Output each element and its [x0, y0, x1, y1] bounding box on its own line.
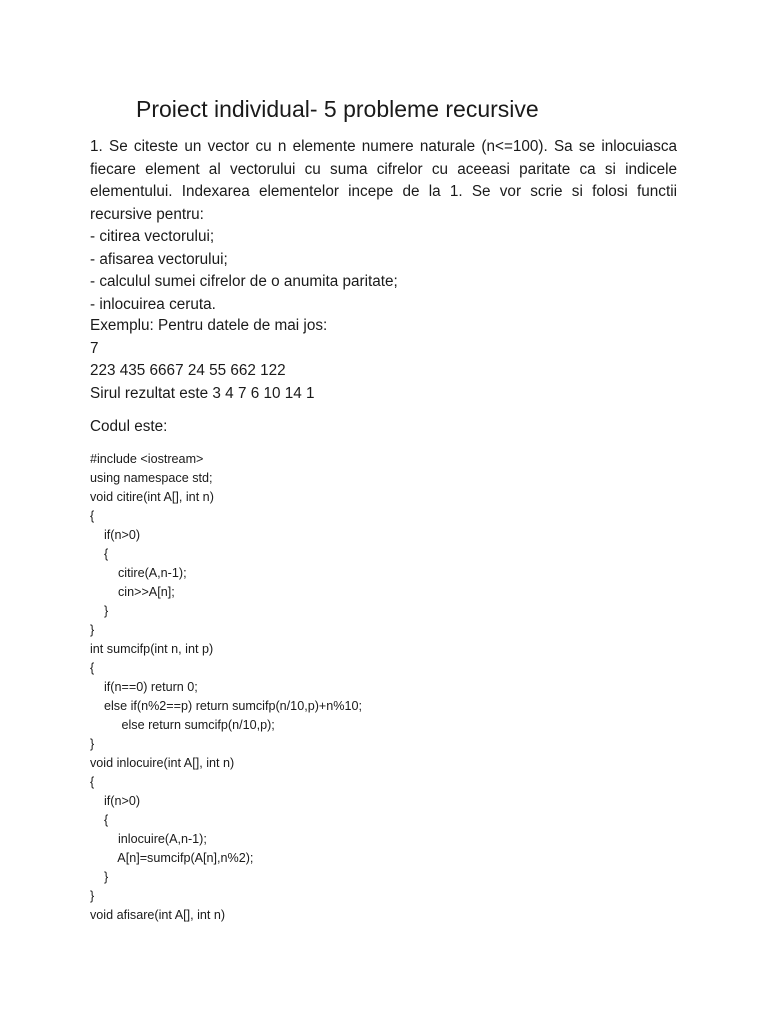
example-input-values: 223 435 6667 24 55 662 122: [90, 362, 286, 380]
requirement-item: - inlocuirea ceruta.: [90, 295, 216, 313]
code-line: citire(A,n-1);: [90, 566, 187, 580]
code-line: {: [90, 775, 95, 789]
problem-statement: 1. Se citeste un vector cu n elemente numere naturale (n<=100). Sa se inlocuiasca fiecare element al vectorului cu suma cifrelor cu aceeasi paritate ca si indicele elementului. Indexarea elementelor incepe de la 1. Se vor scrie si folosi functii recursive pentru:: [90, 138, 677, 223]
code-line: void citire(int A[], int n): [90, 490, 214, 504]
code-line: using namespace std;: [90, 471, 213, 485]
code-line: else return sumcifp(n/10,p);: [90, 718, 275, 732]
code-line: }: [90, 737, 95, 751]
code-line: if(n>0): [90, 528, 141, 542]
requirement-item: - afisarea vectorului;: [90, 250, 228, 268]
requirements-list: [90, 226, 398, 316]
requirement-item: - calculul sumei cifrelor de o anumita paritate;: [90, 273, 398, 291]
code-line: cin>>A[n];: [90, 585, 175, 599]
requirement-item: - citirea vectorului;: [90, 228, 215, 245]
code-label: Codul este:: [90, 418, 168, 435]
code-line: void inlocuire(int A[], int n): [90, 756, 235, 770]
code-line: {: [90, 661, 95, 675]
code-line: {: [90, 547, 109, 561]
code-line: }: [90, 870, 109, 884]
code-line: }: [90, 604, 109, 618]
example-result: Sirul rezultat este 3 4 7 6 10 14 1: [90, 384, 315, 402]
code-line: {: [90, 509, 95, 523]
code-line: inlocuire(A,n-1);: [90, 832, 207, 846]
example-section: [90, 315, 327, 405]
code-line: A[n]=sumcifp(A[n],n%2);: [90, 851, 254, 865]
example-n-value: 7: [90, 339, 99, 357]
code-line: }: [90, 889, 95, 903]
code-line: {: [90, 813, 109, 827]
example-intro: Exemplu: Pentru datele de mai jos:: [90, 317, 328, 334]
code-line: }: [90, 623, 95, 637]
code-line: if(n>0): [90, 794, 141, 808]
code-line: #include <iostream>: [90, 452, 204, 466]
code-line: else if(n%2==p) return sumcifp(n/10,p)+n%10;: [90, 699, 362, 713]
code-line: if(n==0) return 0;: [90, 680, 198, 694]
code-line: void afisare(int A[], int n): [90, 908, 226, 922]
code-line: int sumcifp(int n, int p): [90, 642, 214, 656]
code-block: [90, 450, 362, 925]
document-title: Proiect individual- 5 probleme recursive: [136, 96, 539, 122]
